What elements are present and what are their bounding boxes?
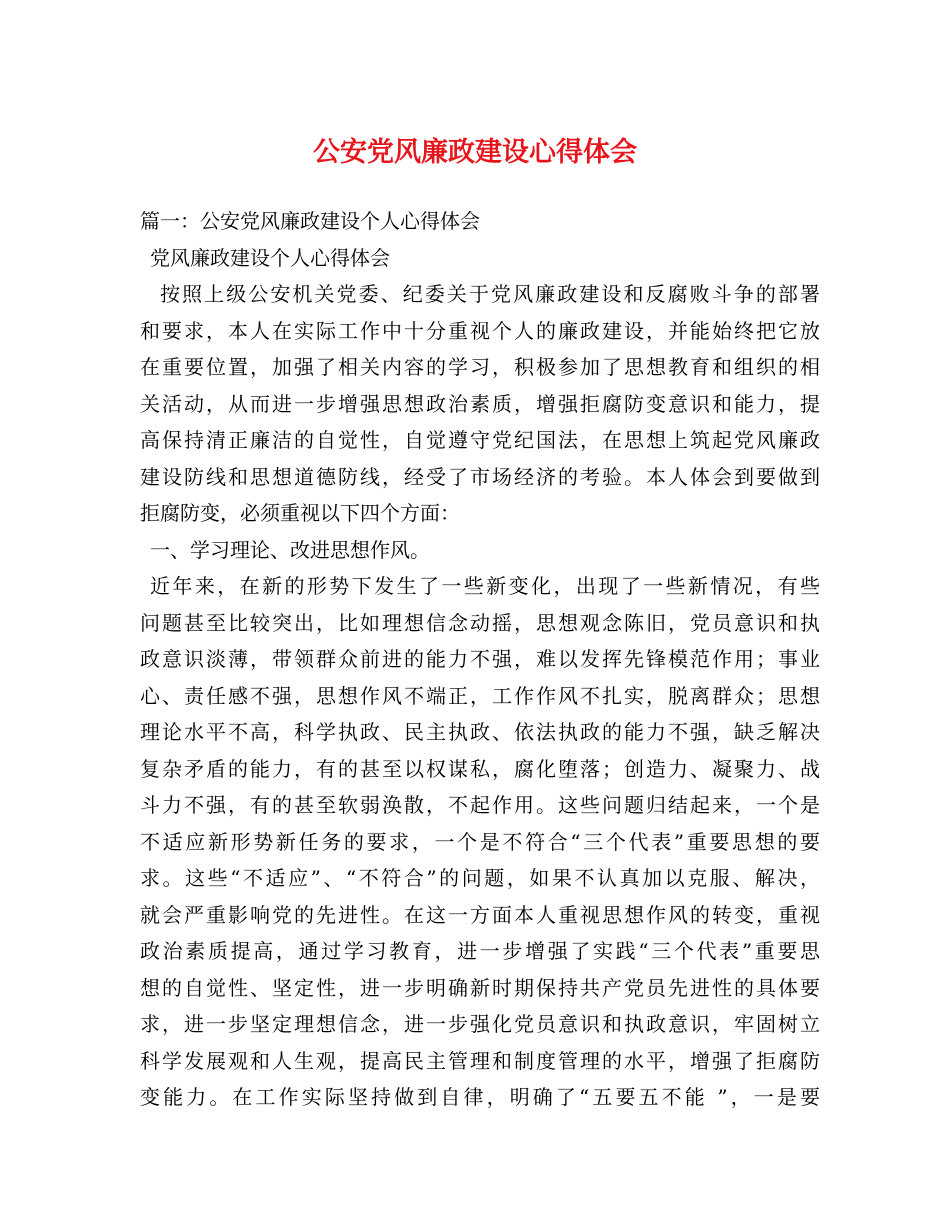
- paragraph-line: 心、责任感不强，思想作风不端正，工作作风不扎实，脱离群众；思想: [140, 683, 820, 708]
- paragraph-line: 斗力不强，有的甚至软弱涣散，不起作用。这些问题归结起来，一个是: [140, 793, 820, 817]
- paragraph-line: 求。这些“不适应”、“不符合”的问题，如果不认真加以克服、解决，: [140, 866, 820, 890]
- document-title: 公安党风廉政建设心得体会: [313, 137, 637, 168]
- subsection-heading: 党风廉政建设个人心得体会: [150, 245, 390, 270]
- paragraph-line: 求，进一步坚定理想信念，进一步强化党员意识和执政意识，牢固树立: [140, 1012, 820, 1036]
- paragraph-line: 拒腐防变，必须重视以下四个方面：: [140, 501, 460, 525]
- paragraph-line: 就会严重影响党的先进性。在这一方面本人重视思想作风的转变，重视: [140, 902, 820, 927]
- section-heading: 篇一：公安党风廉政建设个人心得体会: [140, 209, 480, 233]
- paragraph-line: 理论水平不高，科学执政、民主执政、依法执政的能力不强，缺乏解决: [140, 720, 820, 744]
- paragraph-line: 不适应新形势新任务的要求，一个是不符合“三个代表”重要思想的要: [140, 829, 820, 854]
- paragraph-line: 在重要位置，加强了相关内容的学习，积极参加了思想教育和组织的相: [140, 355, 820, 379]
- paragraph-line: 高保持清正廉洁的自觉性，自觉遵守党纪国法，在思想上筑起党风廉政: [140, 428, 820, 452]
- paragraph-line: 想的自觉性、坚定性，进一步明确新时期保持共产党员先进性的具体要: [140, 975, 820, 1000]
- paragraph-line: 科学发展观和人生观，提高民主管理和制度管理的水平，增强了拒腐防: [140, 1048, 820, 1073]
- paragraph-line: 按照上级公安机关党委、纪委关于党风廉政建设和反腐败斗争的部署: [160, 282, 820, 306]
- paragraph-line: 复杂矛盾的能力，有的甚至以权谋私，腐化堕落；创造力、凝聚力、战: [140, 756, 820, 781]
- paragraph-line: 变能力。在工作实际坚持做到自律，明确了“五要五不能 ”，一是要: [140, 1085, 820, 1109]
- paragraph-line: 政治素质提高，通过学习教育，进一步增强了实践“三个代表”重要思: [140, 939, 820, 963]
- paragraph-line: 建设防线和思想道德防线，经受了市场经济的考验。本人体会到要做到: [140, 464, 820, 489]
- document-body: [140, 203, 820, 1116]
- paragraph-line: 近年来，在新的形势下发生了一些新变化，出现了一些新情况，有些: [150, 574, 820, 598]
- paragraph-line: 问题甚至比较突出，比如理想信念动摇，思想观念陈旧，党员意识和执: [140, 610, 820, 635]
- paragraph-line: 关活动，从而进一步增强思想政治素质，增强拒腐防变意识和能力，提: [140, 391, 820, 416]
- paragraph-line: 和要求，本人在实际工作中十分重视个人的廉政建设，并能始终把它放: [140, 318, 820, 343]
- point-heading: 一、学习理论、改进思想作风。: [150, 537, 430, 562]
- paragraph-line: 政意识淡薄，带领群众前进的能力不强，难以发挥先锋模范作用；事业: [140, 647, 820, 671]
